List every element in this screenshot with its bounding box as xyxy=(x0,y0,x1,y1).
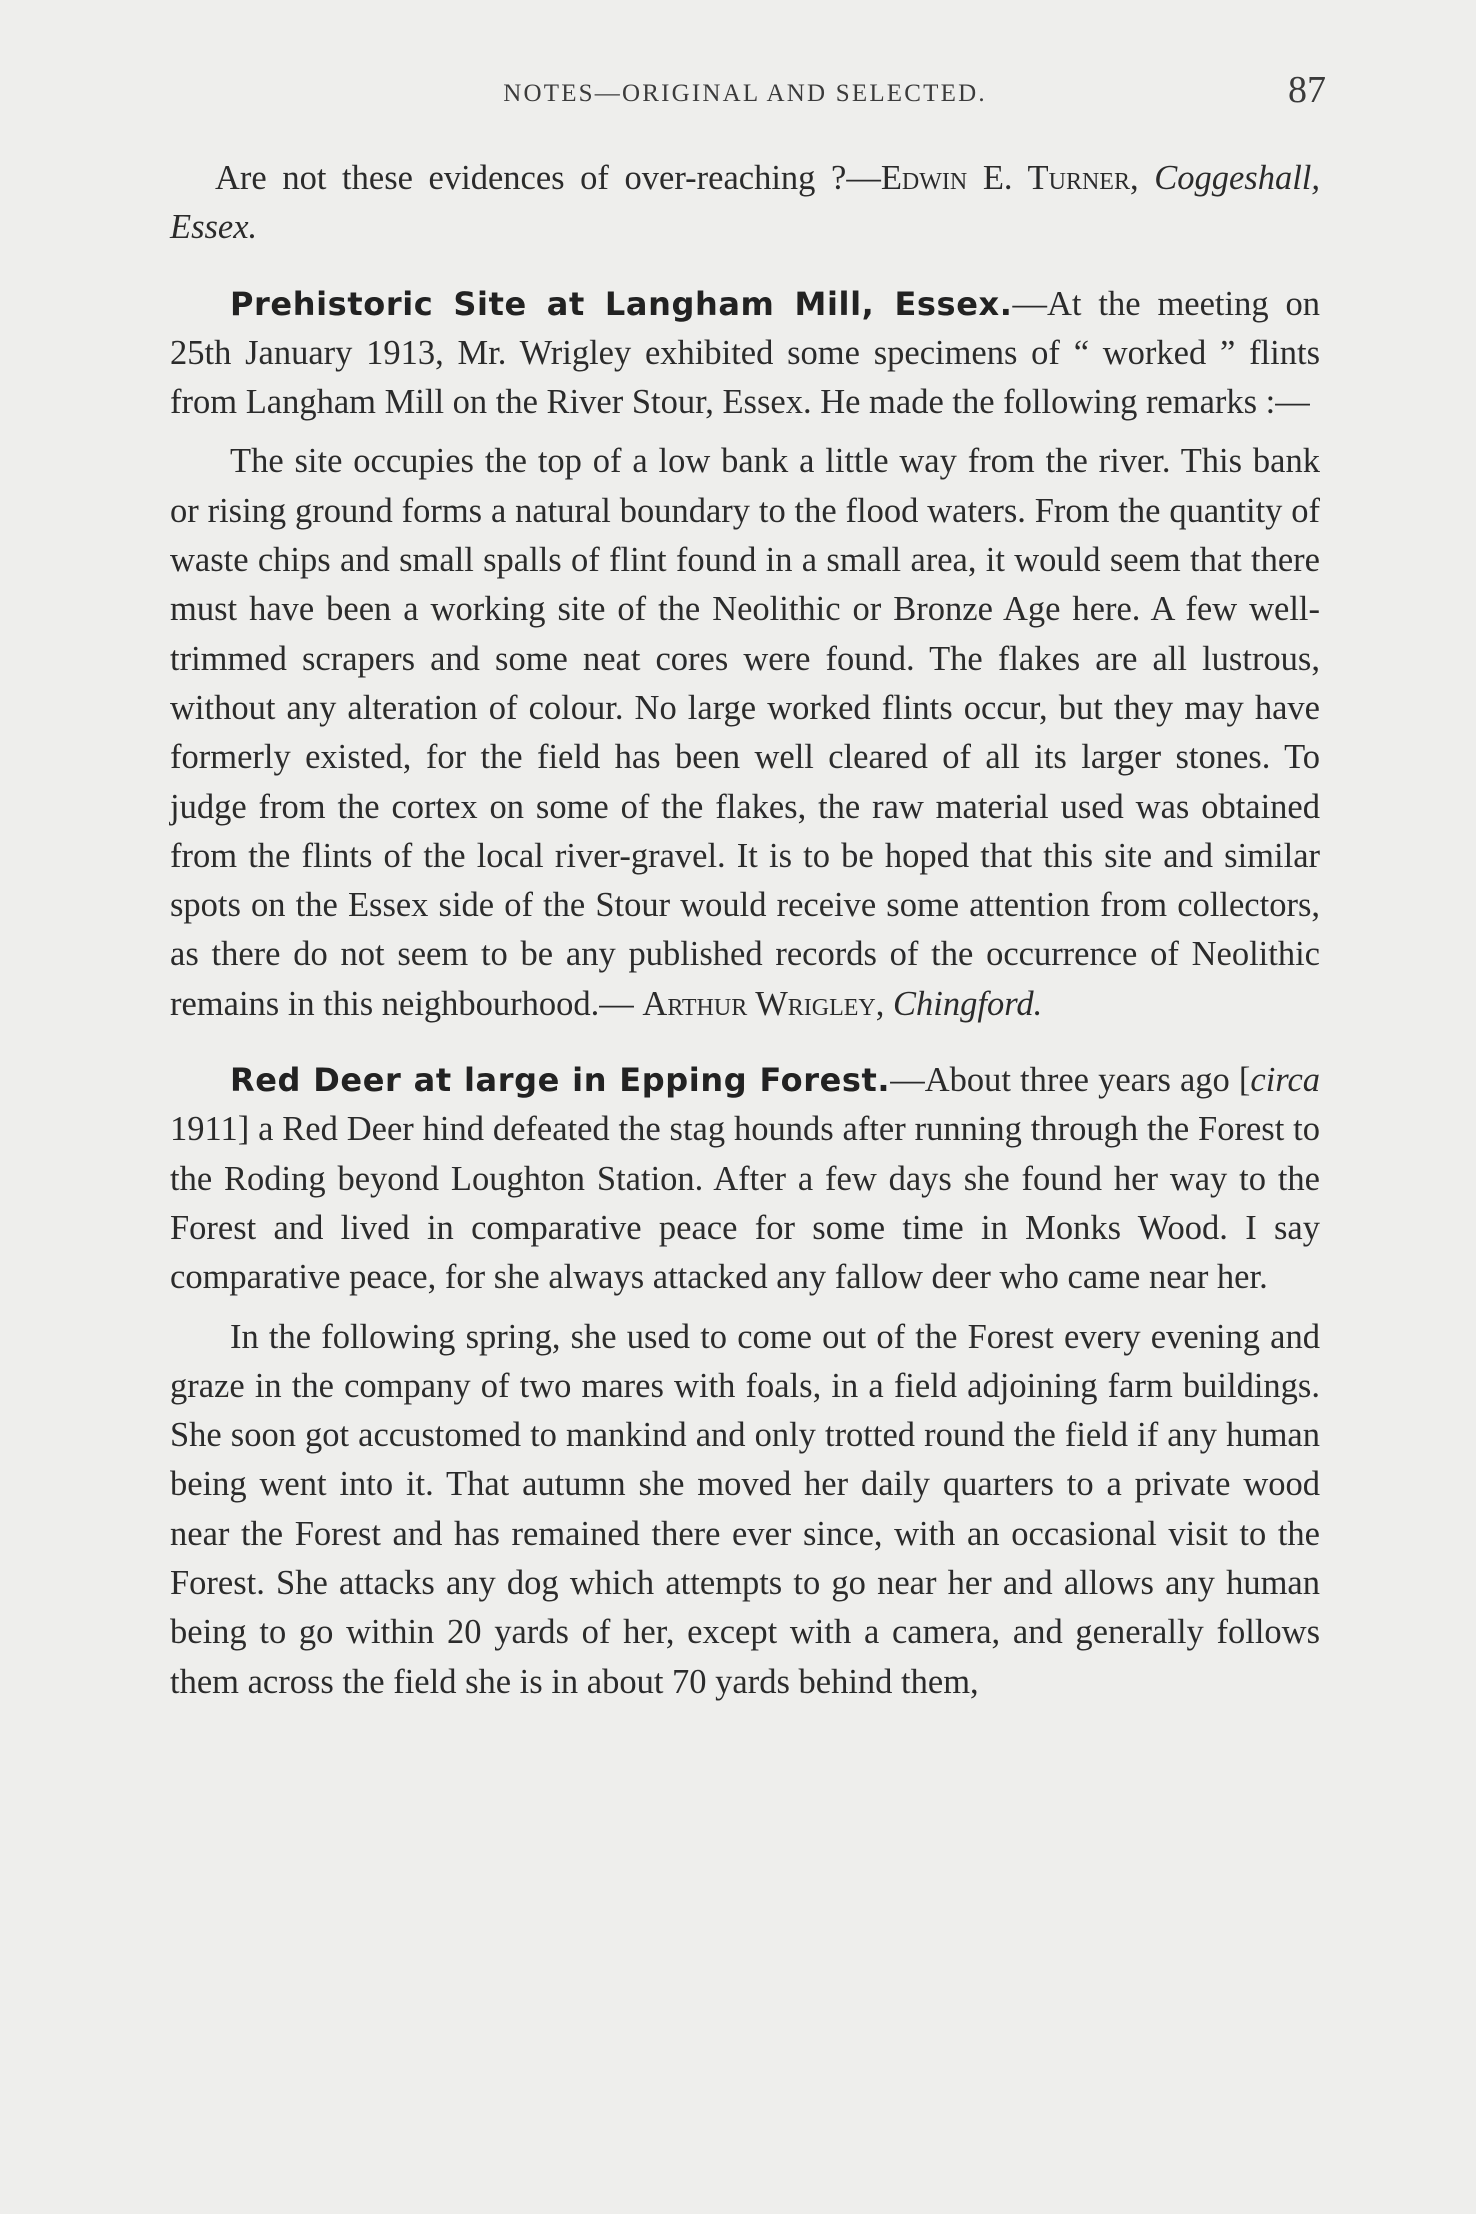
running-title: NOTES—ORIGINAL AND SELECTED. xyxy=(503,80,987,107)
wrigley-place: Chingford. xyxy=(893,984,1043,1023)
langham-intro-paragraph xyxy=(170,280,1320,428)
turner-closing-paragraph xyxy=(170,154,1320,253)
turner-closing-text: Are not these evidences of over-reaching ?— xyxy=(215,159,881,197)
langham-intro-text: —At the meeting on 25th January 1913, Mr. Wrigley exhibited some specimens of “ worked ” flints from Langham Mill on the River Stour, Essex. He made the following remarks :— xyxy=(170,284,1320,422)
book-page xyxy=(170,68,1326,2168)
turner-author: Edwin E. Turner, xyxy=(880,159,1139,197)
langham-body-paragraph xyxy=(170,437,1320,1029)
red-deer-body-paragraph xyxy=(170,1313,1320,1707)
red-deer-circa: circa xyxy=(1250,1061,1321,1100)
red-deer-body-text: In the following spring, she used to come out of the Forest every evening and graze in the company of two mares with foals, in a field adjoining farm buildings. She soon got accustomed to mankind and only trotted round the field if any human being went into it. That autumn she moved her daily quarters to a private wood near the Forest and has remained there ever since, with an occasional visit to the Forest. She attacks any dog which attempts to go near her and allows any human being to go within 20 yards of her, except with a camera, and generally follows them across the field she is in about 70 yards behind them, xyxy=(170,1317,1320,1701)
turner-place: Coggeshall, Essex. xyxy=(170,159,1321,247)
langham-body-text: The site occupies the top of a low bank a little way from the river. This bank or rising ground forms a natural boundary to the flood waters. From the quantity of waste chips and small spalls of flint found in a small area, it would seem that there must have been a working site of the Neolithic or Bronze Age here. A few well-trimmed scrapers and some neat cores were found. The flakes are all lustrous, without any alteration of colour. No large worked flints occur, but they may have formerly existed, for the field has been well cleared of all its larger stones. To judge from the cortex on some of the flakes, the raw material used was obtained from the flints of the local river-gravel. It is to be hoped that this site and similar spots on the Essex side of the Stour would receive some attention from collectors, as there do not seem to be any published records of the occurrence of Neolithic remains in this neighbourhood.— xyxy=(170,442,1320,1023)
langham-heading: Prehistoric Site at Langham Mill, Essex. xyxy=(230,284,1013,323)
running-head xyxy=(170,68,1326,124)
wrigley-author: Arthur Wrigley, xyxy=(642,984,885,1023)
page-number: 87 xyxy=(1288,69,1326,111)
red-deer-heading: Red Deer at large in Epping Forest. xyxy=(230,1061,891,1100)
red-deer-intro-paragraph xyxy=(170,1056,1320,1302)
red-deer-intro-text-before: —About three years ago [ xyxy=(890,1061,1251,1100)
red-deer-intro-text-after: 1911] a Red Deer hind defeated the stag hounds after running through the Forest to the Roding beyond Loughton Station. After a few days she found her way to the Forest and lived in comparative peace for some time in Monks Wood. I say comparative peace, for she always attacked any fallow deer who came near her. xyxy=(170,1110,1320,1297)
